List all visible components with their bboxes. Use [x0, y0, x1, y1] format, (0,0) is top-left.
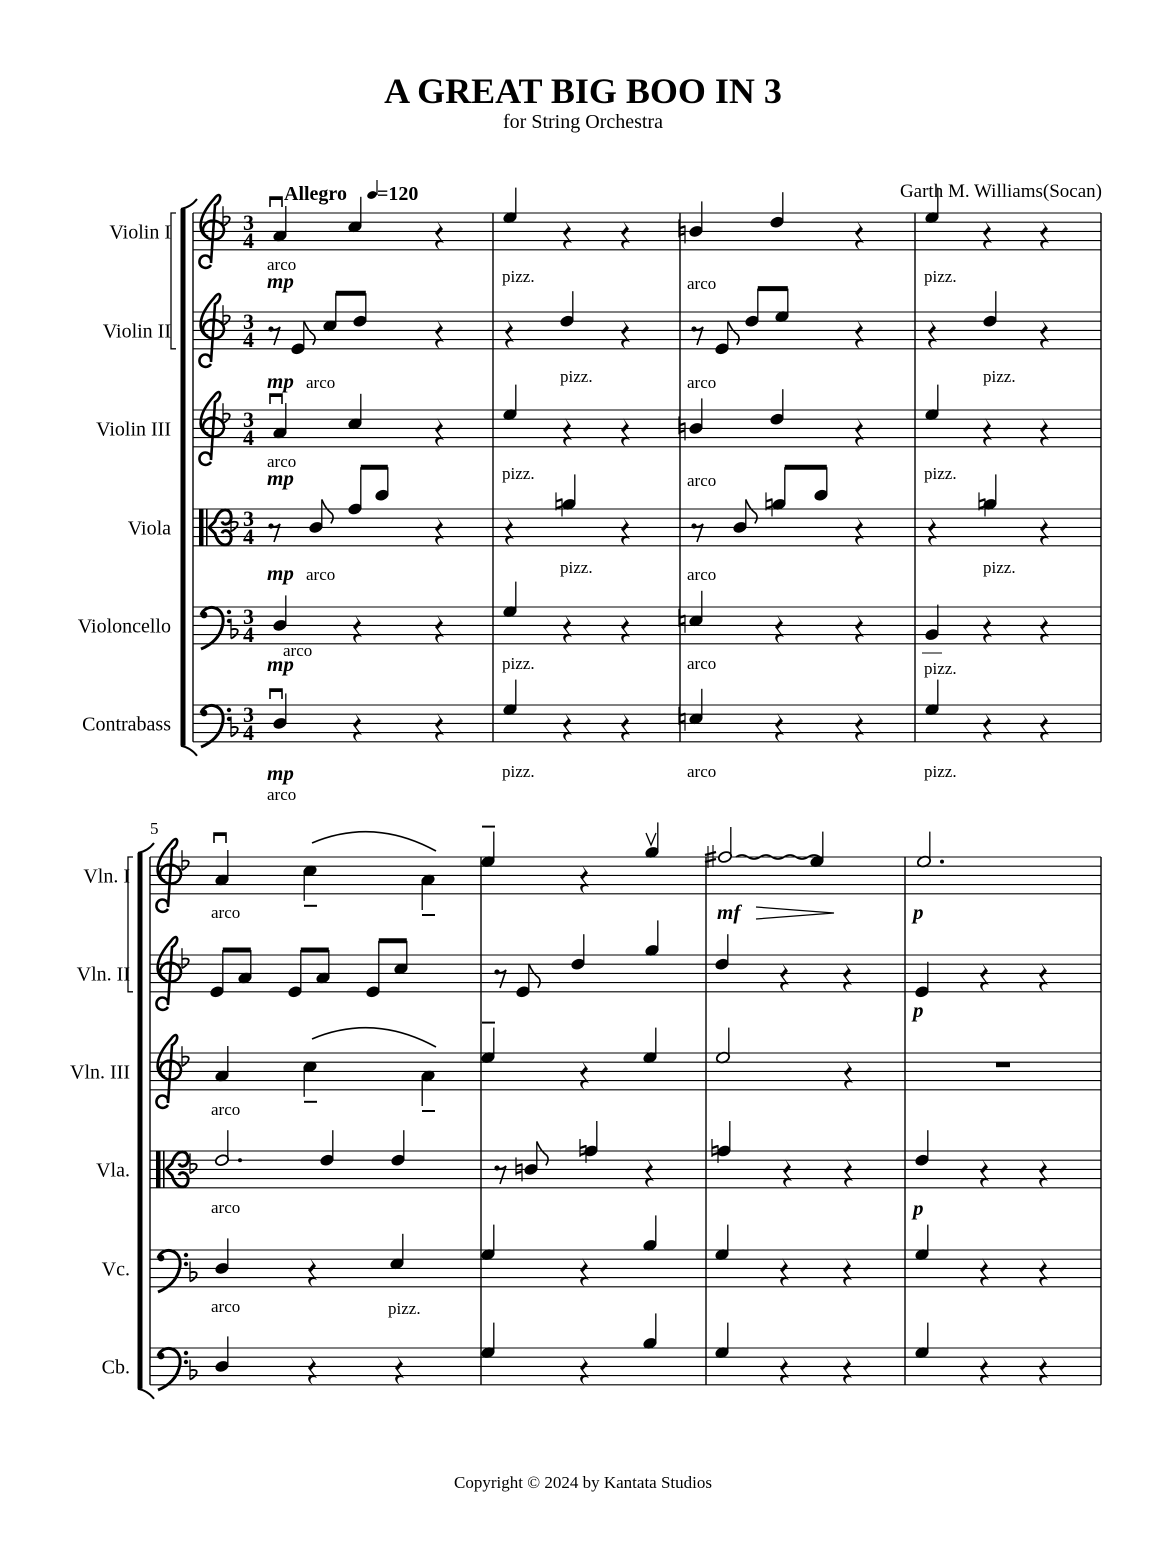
key-signature-flat — [223, 414, 230, 424]
text-pizz: pizz. — [502, 267, 535, 286]
text-pizz: pizz. — [924, 464, 957, 483]
instrument-name: Vla. — [96, 1159, 130, 1182]
eighth-rest — [271, 524, 280, 542]
quarter-rest — [843, 1258, 852, 1287]
quarter-rest — [645, 1159, 654, 1188]
quarter-rest — [775, 615, 784, 644]
text-pizz: pizz. — [388, 1299, 421, 1318]
key-signature-flat — [190, 1370, 197, 1380]
natural-sign — [979, 499, 985, 501]
natural-sign — [516, 1164, 522, 1166]
text-arco: arco — [283, 641, 313, 660]
quarter-rest — [435, 320, 444, 349]
eighth-rest — [497, 1166, 506, 1184]
composer-credit: Garth M. Williams(Socan) — [899, 181, 1102, 202]
tempo-value: =120 — [377, 183, 419, 205]
bass-clef — [158, 1348, 189, 1390]
quarter-rest — [563, 713, 572, 742]
quarter-rest — [928, 517, 937, 546]
instrument-name: Violin II — [102, 320, 171, 343]
time-signature-denominator: 4 — [243, 622, 254, 647]
quarter-rest — [435, 615, 444, 644]
time-signature-denominator: 4 — [243, 327, 254, 352]
time-signature-numerator: 3 — [243, 702, 254, 727]
quarter-rest — [980, 963, 989, 992]
key-signature-flat — [231, 727, 238, 737]
quarter-rest — [980, 1258, 989, 1287]
whole-rest — [996, 1062, 1010, 1067]
dynamic-p: p — [913, 1196, 924, 1220]
quarter-rest — [1039, 1159, 1048, 1188]
bass-clef — [201, 607, 232, 649]
quarter-rest — [563, 615, 572, 644]
time-signature-numerator: 3 — [243, 506, 254, 531]
system-bracket — [138, 1389, 154, 1399]
measure-number: 5 — [150, 819, 159, 838]
tenuto-mark — [304, 1101, 317, 1103]
quarter-rest — [505, 517, 514, 546]
quarter-rest — [783, 1159, 792, 1188]
quarter-rest — [855, 615, 864, 644]
text-arco: arco — [306, 373, 336, 392]
quarter-rest — [855, 418, 864, 447]
text-pizz: pizz. — [560, 558, 593, 577]
quarter-rest — [1039, 963, 1048, 992]
bass-clef — [158, 1250, 189, 1292]
quarter-rest — [621, 418, 630, 447]
dynamic-mp: mp — [267, 466, 294, 490]
time-signature-denominator: 4 — [243, 720, 254, 745]
down-bow-mark — [214, 833, 226, 836]
text-arco: arco — [267, 452, 297, 471]
quarter-rest — [435, 517, 444, 546]
quarter-rest — [621, 320, 630, 349]
quarter-rest — [855, 713, 864, 742]
text-pizz: pizz. — [502, 654, 535, 673]
eighth-flag — [746, 499, 757, 523]
score-subtitle: for String Orchestra — [503, 111, 663, 133]
natural-sign — [766, 499, 772, 501]
quarter-rest — [563, 221, 572, 250]
instrument-name: Violin III — [96, 418, 171, 441]
key-signature-flat — [190, 1272, 197, 1282]
quarter-rest — [1040, 517, 1049, 546]
text-arco: arco — [211, 1297, 241, 1316]
slur — [312, 832, 436, 851]
slur — [312, 1028, 436, 1047]
quarter-rest — [843, 963, 852, 992]
quarter-rest — [621, 713, 630, 742]
dynamic-mp: mp — [267, 652, 294, 676]
quarter-rest — [780, 963, 789, 992]
quarter-rest — [983, 713, 992, 742]
quarter-rest — [621, 221, 630, 250]
quarter-rest — [621, 517, 630, 546]
quarter-rest — [775, 713, 784, 742]
quarter-rest — [580, 1061, 589, 1090]
instrument-name: Cb. — [101, 1356, 130, 1379]
dot — [238, 1158, 242, 1162]
decrescendo-hairpin — [756, 907, 834, 919]
natural-sign — [766, 506, 772, 508]
quarter-rest — [580, 1356, 589, 1385]
down-bow-mark — [270, 689, 282, 692]
time-signature-denominator: 4 — [243, 425, 254, 450]
instrument-name: Contrabass — [82, 713, 171, 736]
text-pizz: pizz. — [924, 659, 957, 678]
dynamic-p: p — [913, 900, 924, 924]
instrument-name: Violin I — [109, 221, 171, 244]
time-signature-denominator: 4 — [243, 228, 254, 253]
quarter-rest — [353, 615, 362, 644]
time-signature-numerator: 3 — [243, 407, 254, 432]
time-signature-numerator: 3 — [243, 309, 254, 334]
quarter-rest — [621, 615, 630, 644]
natural-sign — [516, 1171, 522, 1173]
quarter-rest — [580, 1258, 589, 1287]
quarter-rest — [1040, 713, 1049, 742]
copyright-notice: Copyright © 2024 by Kantata Studios — [454, 1473, 712, 1492]
instrument-name: Vln. III — [70, 1061, 130, 1084]
tenuto-mark — [422, 914, 435, 916]
natural-sign — [580, 1146, 586, 1148]
key-signature-flat — [182, 861, 189, 871]
time-signature-denominator: 4 — [243, 524, 254, 549]
text-pizz: pizz. — [924, 267, 957, 286]
time-signature-numerator: 3 — [243, 210, 254, 235]
quarter-rest — [435, 713, 444, 742]
eighth-rest — [694, 524, 703, 542]
quarter-rest — [580, 865, 589, 894]
quarter-rest — [855, 320, 864, 349]
tenuto-mark — [304, 905, 317, 907]
quarter-rest — [780, 1258, 789, 1287]
bass-clef — [201, 705, 232, 747]
system-bracket — [181, 199, 197, 209]
dynamic-mf: mf — [717, 900, 741, 924]
quarter-rest — [980, 1159, 989, 1188]
text-pizz: pizz. — [924, 762, 957, 781]
instrument-name: Vln. II — [76, 963, 130, 986]
natural-sign — [712, 1153, 718, 1155]
instrument-name: Viola — [127, 517, 171, 540]
text-pizz: pizz. — [983, 558, 1016, 577]
quarter-rest — [928, 320, 937, 349]
text-pizz: pizz. — [502, 464, 535, 483]
quarter-rest — [855, 517, 864, 546]
score-title: A GREAT BIG BOO IN 3 — [384, 71, 782, 111]
instrument-name: Violoncello — [77, 615, 171, 638]
dot — [940, 860, 944, 864]
tenuto-mark — [482, 826, 495, 828]
quarter-rest — [353, 713, 362, 742]
quarter-rest — [435, 418, 444, 447]
quarter-rest — [983, 615, 992, 644]
eighth-rest — [497, 970, 506, 988]
system-bracket — [181, 746, 197, 756]
eighth-flag — [728, 321, 739, 345]
text-arco: arco — [306, 565, 336, 584]
text-pizz: pizz. — [502, 762, 535, 781]
text-arco: arco — [687, 274, 717, 293]
quarter-rest — [505, 320, 514, 349]
text-pizz: pizz. — [983, 367, 1016, 386]
violin-group-brace — [171, 213, 176, 349]
natural-sign — [556, 499, 562, 501]
quarter-rest — [844, 1061, 853, 1090]
dynamic-mp: mp — [267, 369, 294, 393]
down-bow-mark — [270, 197, 282, 200]
eighth-flag — [537, 1141, 548, 1165]
quarter-rest — [435, 221, 444, 250]
dynamic-mp: mp — [267, 761, 294, 785]
text-arco: arco — [267, 255, 297, 274]
quarter-rest — [855, 221, 864, 250]
instrument-name: Vln. I — [83, 865, 130, 888]
text-arco: arco — [687, 762, 717, 781]
system-bracket — [138, 843, 154, 853]
key-signature-flat — [223, 316, 230, 326]
text-arco: arco — [211, 903, 241, 922]
time-signature-numerator: 3 — [243, 604, 254, 629]
eighth-flag — [529, 964, 540, 988]
quarter-rest — [980, 1356, 989, 1385]
text-arco: arco — [687, 565, 717, 584]
dynamic-mp: mp — [267, 561, 294, 585]
eighth-flag — [322, 499, 333, 523]
quarter-rest — [983, 418, 992, 447]
down-bow-mark — [270, 394, 282, 397]
eighth-rest — [694, 327, 703, 345]
text-arco: arco — [687, 373, 717, 392]
text-arco: arco — [211, 1198, 241, 1217]
dynamic-mp: mp — [267, 269, 294, 293]
quarter-rest — [563, 418, 572, 447]
tempo-marking: Allegro — [284, 183, 347, 205]
text-arco: arco — [211, 1100, 241, 1119]
natural-sign — [712, 1146, 718, 1148]
quarter-rest — [844, 1159, 853, 1188]
quarter-rest — [780, 1356, 789, 1385]
eighth-flag — [304, 321, 315, 345]
tenuto-mark — [482, 1022, 495, 1024]
instrument-name: Vc. — [101, 1258, 130, 1281]
key-signature-flat — [190, 1164, 197, 1174]
quarter-rest — [1039, 1258, 1048, 1287]
quarter-rest — [1040, 320, 1049, 349]
quarter-rest — [983, 221, 992, 250]
text-pizz: pizz. — [560, 367, 593, 386]
key-signature-flat — [182, 1057, 189, 1067]
quarter-rest — [1040, 418, 1049, 447]
dynamic-p: p — [913, 998, 924, 1022]
quarter-rest — [843, 1356, 852, 1385]
quarter-rest — [308, 1356, 317, 1385]
quarter-rest — [308, 1258, 317, 1287]
quarter-rest — [395, 1356, 404, 1385]
text-arco: arco — [267, 785, 297, 804]
natural-sign — [556, 506, 562, 508]
quarter-rest — [1039, 1356, 1048, 1385]
key-signature-flat — [182, 959, 189, 969]
quarter-rest — [1040, 615, 1049, 644]
key-signature-flat — [231, 522, 238, 532]
quarter-rest — [1040, 221, 1049, 250]
text-arco: arco — [687, 654, 717, 673]
key-signature-flat — [223, 217, 230, 227]
eighth-rest — [271, 327, 280, 345]
sharp-sign — [705, 852, 716, 855]
text-arco: arco — [687, 471, 717, 490]
up-bow-mark — [646, 833, 656, 845]
key-signature-flat — [231, 629, 238, 639]
tenuto-mark — [422, 1110, 435, 1112]
